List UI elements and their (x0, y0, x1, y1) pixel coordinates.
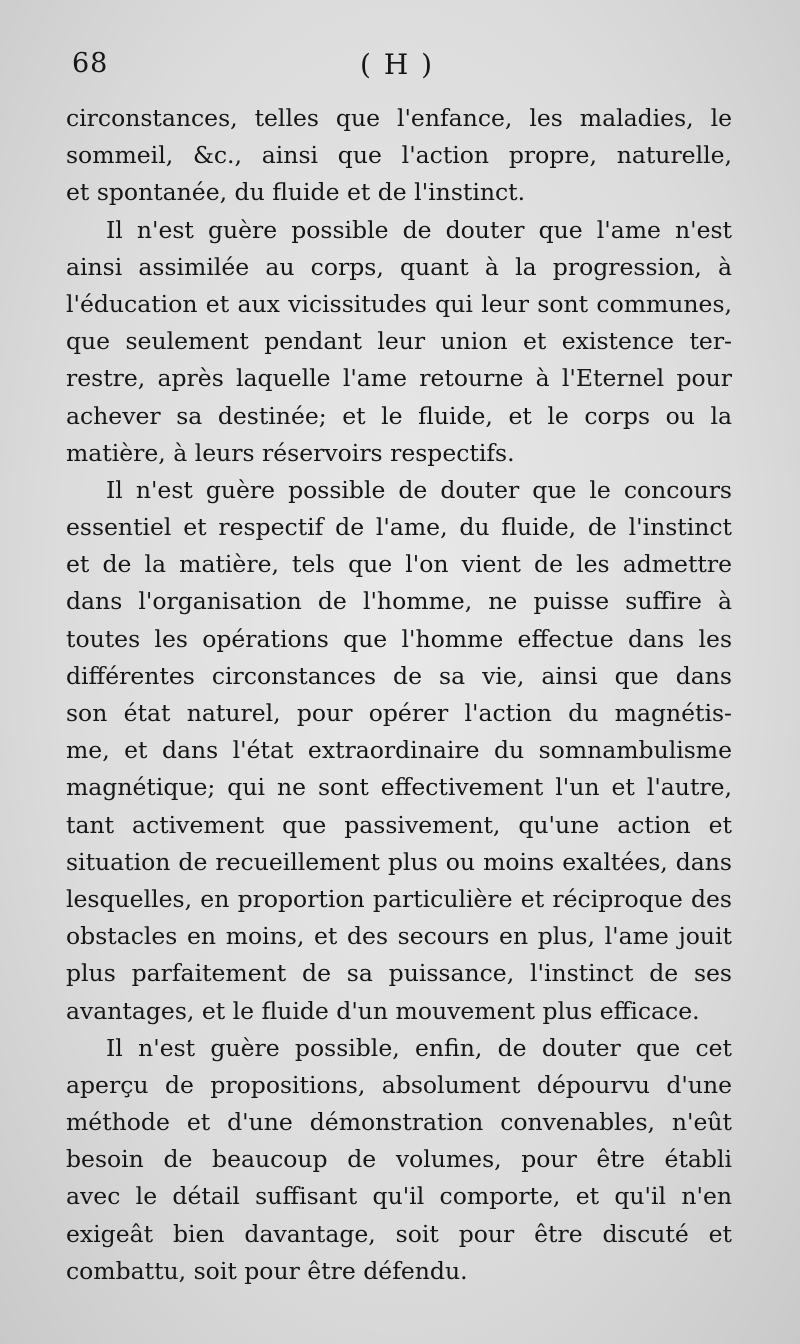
text-line: Il n'est guère possible de douter que le concours (106, 475, 732, 504)
text-line: toutes les opérations que l'homme effectue dans les (66, 624, 732, 653)
text-line: matière, à leurs réservoirs respectifs. (66, 438, 515, 467)
text-line: combattu, soit pour être défendu. (66, 1256, 468, 1285)
text-line: plus parfaitement de sa puissance, l'instinct de ses (66, 959, 732, 988)
paragraph (66, 100, 732, 212)
paragraph (66, 472, 732, 1030)
text-line: dans l'organisation de l'homme, ne puisse suffire à (66, 587, 732, 616)
text-line: l'éducation et aux vicissitudes qui leur sont communes, (66, 289, 732, 318)
text-line: avec le détail suffisant qu'il comporte, et qu'il n'en (66, 1182, 732, 1211)
running-title: ( H ) (360, 48, 435, 81)
text-line: exigeât bien davantage, soit pour être discuté et (66, 1219, 732, 1248)
text-line: essentiel et respectif de l'ame, du fluide, de l'instinct (66, 513, 732, 542)
text-line: restre, après laquelle l'ame retourne à l'Eternel pour (66, 364, 732, 393)
text-line: différentes circonstances de sa vie, ainsi que dans (66, 661, 732, 690)
text-line: aperçu de propositions, absolument dépourvu d'une (66, 1070, 732, 1099)
text-line: son état naturel, pour opérer l'action du magnétis- (66, 699, 732, 727)
text-line: que seulement pendant leur union et existence ter- (66, 327, 732, 356)
text-line: Il n'est guère possible de douter que l'ame n'est (106, 215, 732, 244)
text-line: tant activement que passivement, qu'une action et (66, 810, 732, 839)
running-head (0, 48, 800, 88)
text-line: et spontanée, du fluide et de l'instinct. (66, 178, 526, 207)
text-line: avantages, et le fluide d'un mouvement plus efficace. (66, 996, 700, 1025)
paragraph (66, 1030, 732, 1290)
text-line: méthode et d'une démonstration convenables, n'eût (66, 1108, 732, 1137)
body-text (66, 100, 732, 1290)
text-line: lesquelles, en proportion particulière et réciproque des (66, 884, 732, 913)
text-line: Il n'est guère possible, enfin, de douter que cet (106, 1033, 732, 1062)
text-line: situation de recueillement plus ou moins exaltées, dans (66, 847, 732, 876)
page-number: 68 (72, 48, 109, 79)
paragraph (66, 212, 732, 472)
text-line: et de la matière, tels que l'on vient de les admettre (66, 550, 732, 579)
text-line: circonstances, telles que l'enfance, les maladies, le (66, 104, 732, 132)
text-line: me, et dans l'état extraordinaire du somnambulisme (66, 736, 732, 765)
text-line: besoin de beaucoup de volumes, pour être établi (66, 1145, 732, 1174)
text-line: obstacles en moins, et des secours en plus, l'ame jouit (66, 922, 732, 951)
text-line: achever sa destinée; et le fluide, et le corps ou la (66, 401, 732, 430)
text-line: ainsi assimilée au corps, quant à la progression, à (66, 252, 732, 281)
text-line: sommeil, &c., ainsi que l'action propre, naturelle, (66, 141, 732, 170)
text-line: magnétique; qui ne sont effectivement l'un et l'autre, (66, 773, 732, 802)
